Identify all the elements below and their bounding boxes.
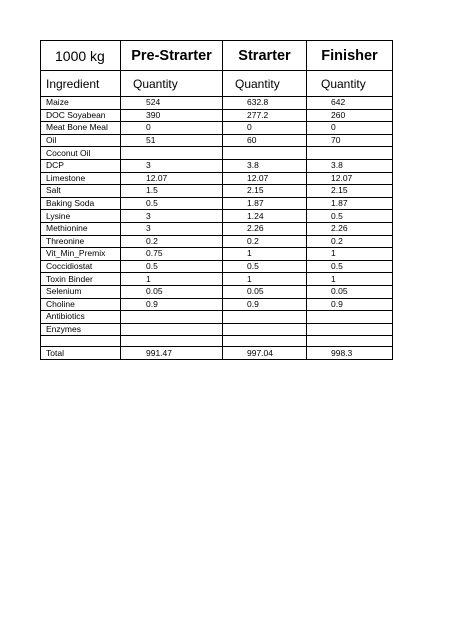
starter-quantity: 12.07 (223, 172, 307, 185)
finisher-quantity: 1.87 (307, 197, 393, 210)
prestarter-quantity-header: Quantity (121, 71, 223, 97)
header-row (41, 41, 393, 71)
ingredient-name: Lysine (41, 210, 121, 223)
feed-formulation-table (40, 40, 393, 360)
starter-quantity: 1.87 (223, 197, 307, 210)
finisher-quantity: 0 (307, 122, 393, 135)
starter-quantity: 60 (223, 134, 307, 147)
total-prestarter: 991.47 (121, 347, 223, 360)
starter-quantity: 0.5 (223, 260, 307, 273)
table-row (41, 323, 393, 336)
finisher-quantity: 642 (307, 97, 393, 110)
prestarter-quantity: 1.5 (121, 185, 223, 198)
ingredient-name: Selenium (41, 285, 121, 298)
finisher-quantity: 1 (307, 273, 393, 286)
prestarter-quantity: 0.2 (121, 235, 223, 248)
finisher-quantity: 0.9 (307, 298, 393, 311)
ingredient-name: Vit_Min_Premix (41, 248, 121, 261)
prestarter-quantity: 524 (121, 97, 223, 110)
table-row (41, 222, 393, 235)
starter-quantity (223, 311, 307, 324)
finisher-quantity: 2.15 (307, 185, 393, 198)
spacer-row (41, 336, 393, 347)
prestarter-quantity: 3 (121, 210, 223, 223)
ingredient-name: Toxin Binder (41, 273, 121, 286)
ingredient-name: Enzymes (41, 323, 121, 336)
table-row (41, 210, 393, 223)
table-row (41, 185, 393, 198)
prestarter-quantity: 3 (121, 222, 223, 235)
batch-size-cell: 1000 kg (41, 41, 121, 71)
prestarter-quantity: 51 (121, 134, 223, 147)
prestarter-quantity: 3 (121, 159, 223, 172)
starter-quantity: 632.8 (223, 97, 307, 110)
ingredient-name: Methionine (41, 222, 121, 235)
prestarter-quantity: 0.75 (121, 248, 223, 261)
prestarter-quantity: 0.05 (121, 285, 223, 298)
table-row (41, 159, 393, 172)
finisher-quantity: 70 (307, 134, 393, 147)
total-finisher: 998.3 (307, 347, 393, 360)
finisher-quantity: 0.5 (307, 210, 393, 223)
subheader-row (41, 71, 393, 97)
finisher-quantity: 1 (307, 248, 393, 261)
finisher-quantity: 0.05 (307, 285, 393, 298)
table-row (41, 311, 393, 324)
starter-quantity: 0.2 (223, 235, 307, 248)
starter-quantity: 1 (223, 248, 307, 261)
prestarter-quantity: 0.5 (121, 260, 223, 273)
prestarter-quantity: 1 (121, 273, 223, 286)
prestarter-header: Pre-Strarter (121, 41, 223, 71)
ingredient-name: Coccidiostat (41, 260, 121, 273)
table-row (41, 172, 393, 185)
table-row (41, 122, 393, 135)
finisher-quantity: 12.07 (307, 172, 393, 185)
table-row (41, 134, 393, 147)
finisher-quantity (307, 147, 393, 160)
starter-quantity: 0.9 (223, 298, 307, 311)
total-starter: 997.04 (223, 347, 307, 360)
starter-quantity: 2.15 (223, 185, 307, 198)
prestarter-quantity (121, 147, 223, 160)
prestarter-quantity (121, 323, 223, 336)
ingredient-name: Choline (41, 298, 121, 311)
ingredient-name: Maize (41, 97, 121, 110)
starter-quantity: 3.8 (223, 159, 307, 172)
ingredient-name: Threonine (41, 235, 121, 248)
starter-quantity: 1.24 (223, 210, 307, 223)
ingredient-name: Baking Soda (41, 197, 121, 210)
table-row (41, 285, 393, 298)
ingredient-name: DOC Soyabean (41, 109, 121, 122)
starter-quantity (223, 323, 307, 336)
ingredient-name: Coconut Oil (41, 147, 121, 160)
starter-quantity (223, 147, 307, 160)
table-row (41, 235, 393, 248)
ingredient-name: Oil (41, 134, 121, 147)
starter-quantity: 1 (223, 273, 307, 286)
ingredient-name: Meat Bone Meal (41, 122, 121, 135)
finisher-quantity: 260 (307, 109, 393, 122)
finisher-header: Finisher (307, 41, 393, 71)
table-row (41, 248, 393, 261)
finisher-quantity: 0.5 (307, 260, 393, 273)
table-row (41, 97, 393, 110)
starter-quantity: 2.26 (223, 222, 307, 235)
starter-quantity: 277.2 (223, 109, 307, 122)
starter-header: Strarter (223, 41, 307, 71)
prestarter-quantity (121, 311, 223, 324)
ingredient-name: Salt (41, 185, 121, 198)
total-label: Total (41, 347, 121, 360)
finisher-quantity (307, 323, 393, 336)
total-row (41, 347, 393, 360)
table-row (41, 197, 393, 210)
finisher-quantity-header: Quantity (307, 71, 393, 97)
starter-quantity-header: Quantity (223, 71, 307, 97)
starter-quantity: 0.05 (223, 285, 307, 298)
finisher-quantity (307, 311, 393, 324)
prestarter-quantity: 12.07 (121, 172, 223, 185)
finisher-quantity: 0.2 (307, 235, 393, 248)
ingredient-header: Ingredient (41, 71, 121, 97)
prestarter-quantity: 390 (121, 109, 223, 122)
table-row (41, 109, 393, 122)
ingredient-name: DCP (41, 159, 121, 172)
finisher-quantity: 3.8 (307, 159, 393, 172)
prestarter-quantity: 0.5 (121, 197, 223, 210)
prestarter-quantity: 0 (121, 122, 223, 135)
ingredient-name: Antibiotics (41, 311, 121, 324)
table-row (41, 298, 393, 311)
table-row (41, 260, 393, 273)
starter-quantity: 0 (223, 122, 307, 135)
table-row (41, 273, 393, 286)
prestarter-quantity: 0.9 (121, 298, 223, 311)
table-row (41, 147, 393, 160)
finisher-quantity: 2.26 (307, 222, 393, 235)
ingredient-name: Limestone (41, 172, 121, 185)
